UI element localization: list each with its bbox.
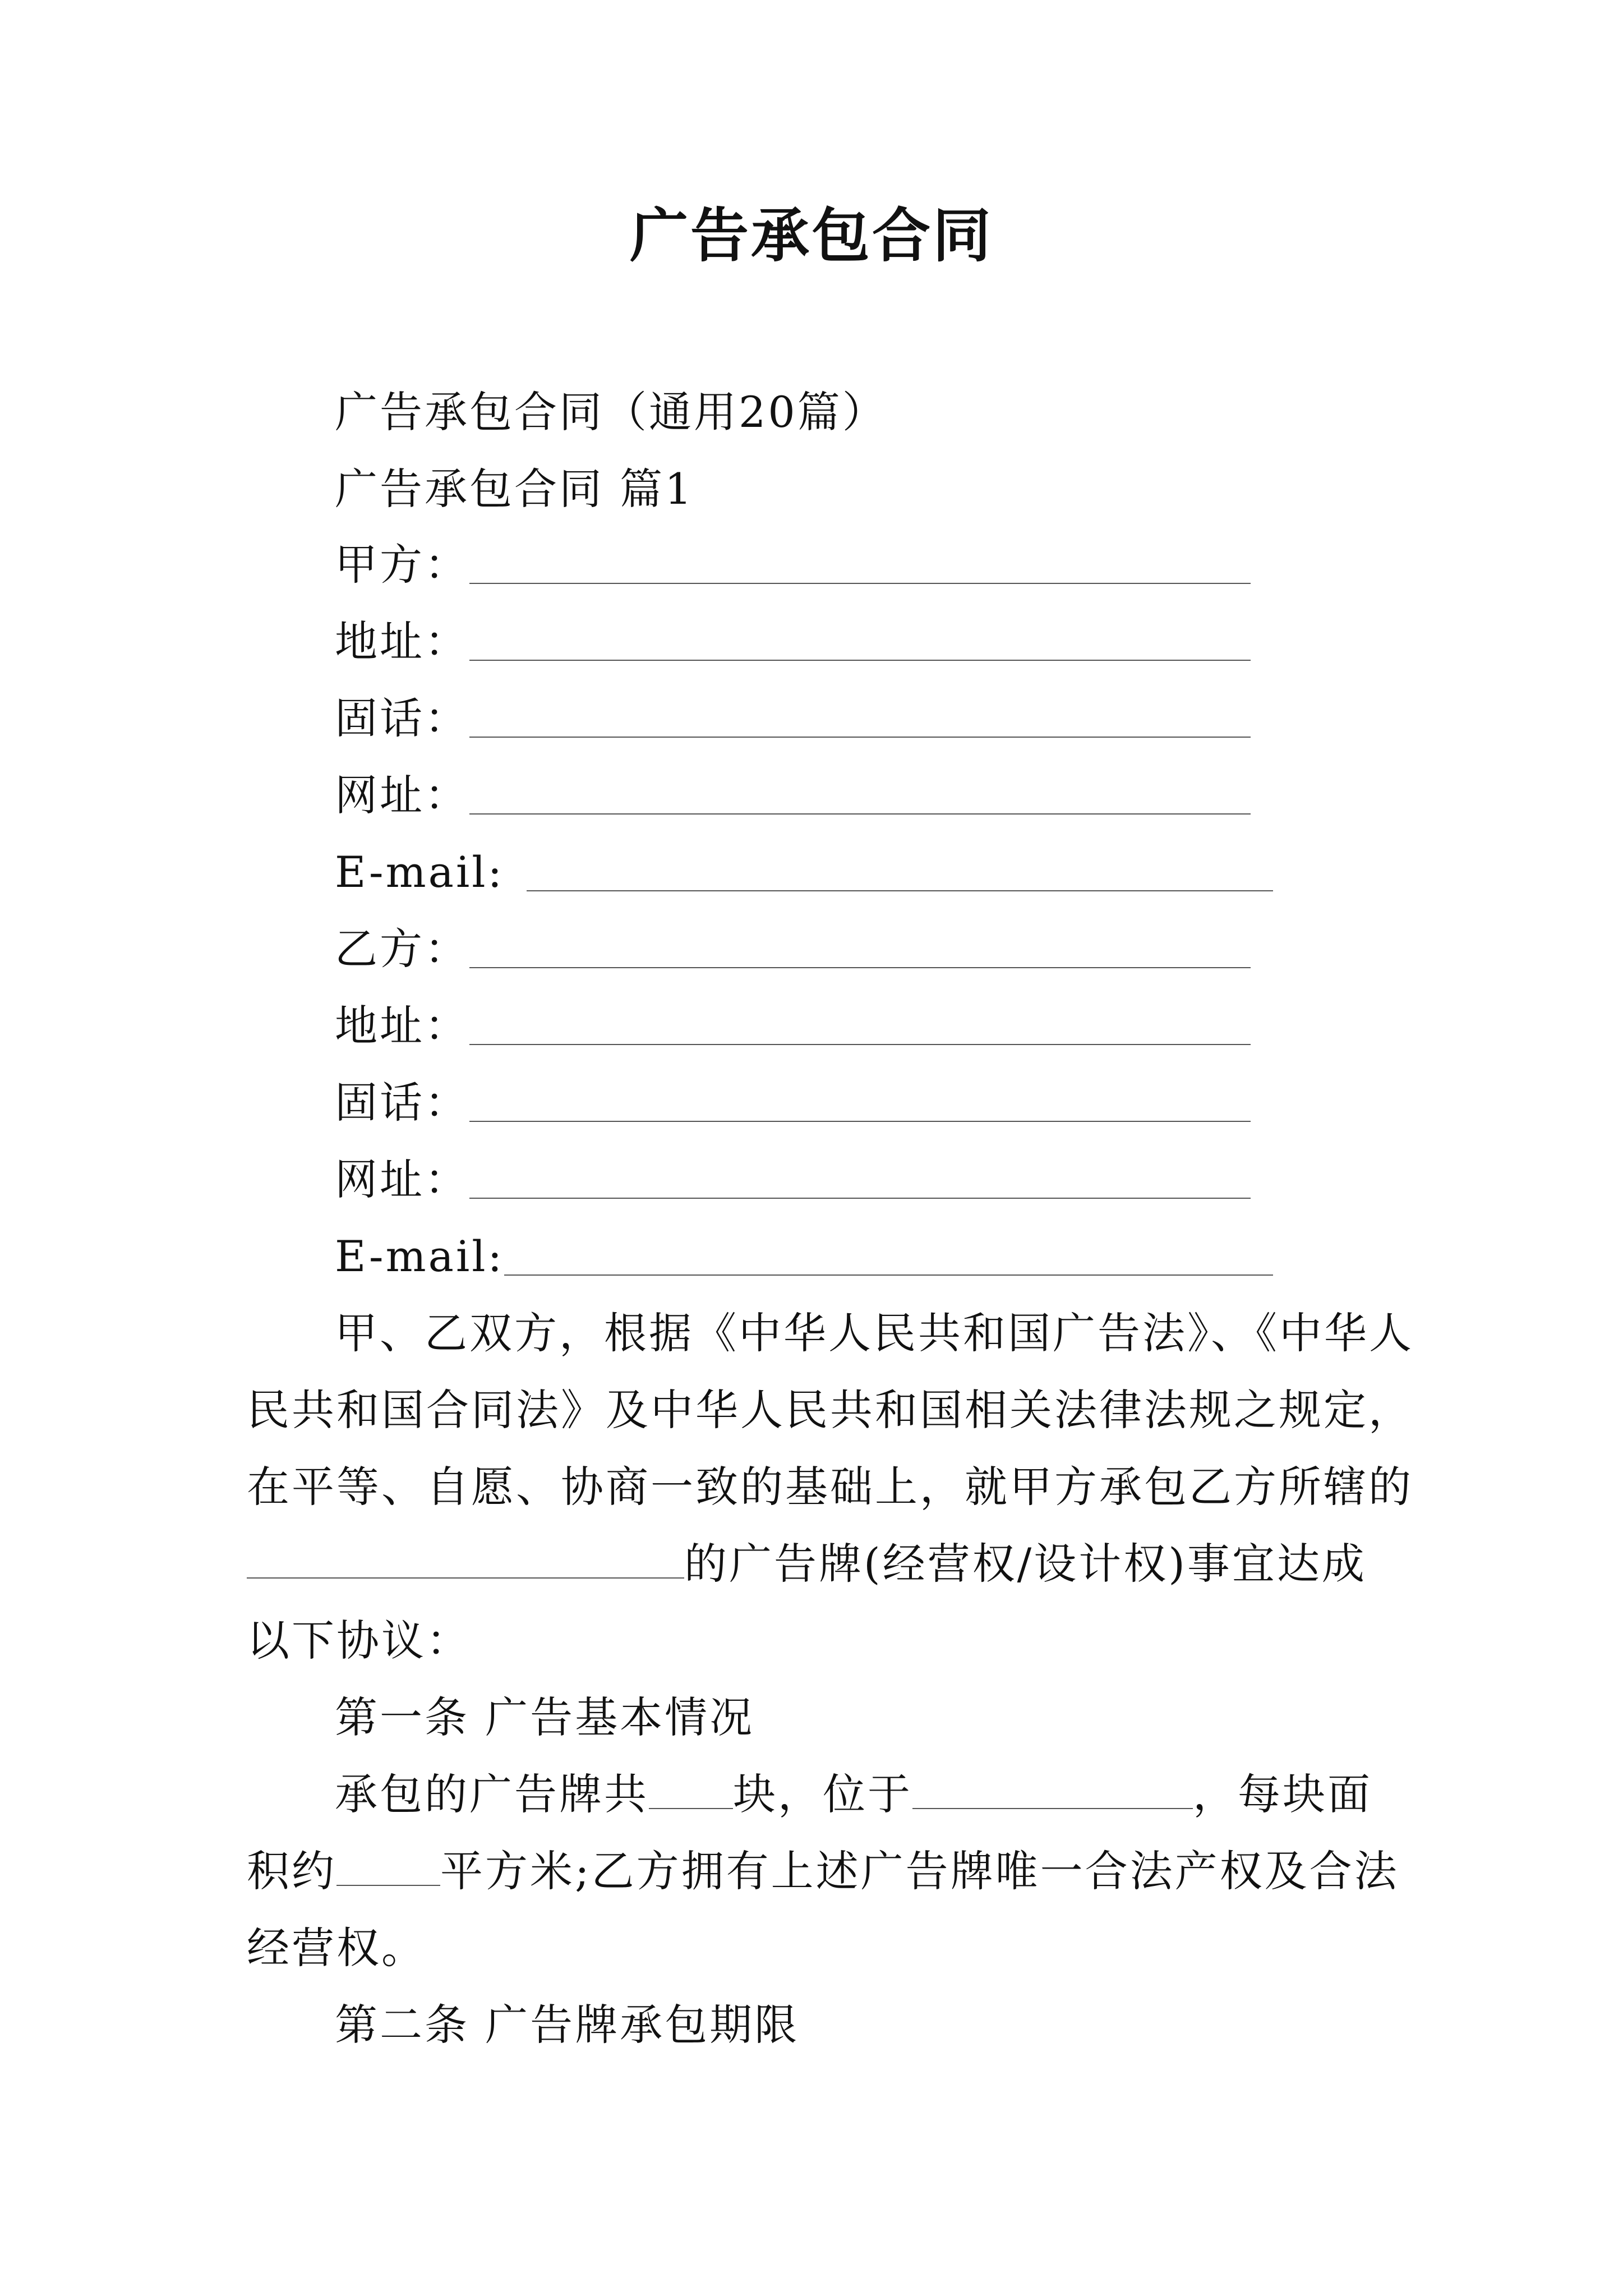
section-heading: 广告承包合同 篇1 — [335, 464, 694, 514]
article-1-text-d: 积约 — [247, 1846, 336, 1896]
party-a-name-label: 甲方： — [335, 540, 469, 590]
article-1-text-c: ，每块面 — [1193, 1769, 1372, 1819]
party-b-address-blank — [469, 1043, 1251, 1045]
intro-line-4 — [247, 1536, 1367, 1592]
party-b-website-label: 网址： — [335, 1154, 469, 1204]
party-a-website-field — [335, 767, 1251, 823]
location-blank — [912, 1774, 1193, 1809]
article-2-heading: 第二条 广告牌承包期限 — [335, 2000, 800, 2050]
party-a-email-blank — [527, 890, 1273, 891]
party-b-name-label: 乙方： — [335, 924, 469, 974]
party-a-email-label: E-mail: — [335, 847, 505, 897]
document-title: 广告承包合同 — [629, 201, 993, 270]
party-a-phone-label: 固话： — [335, 693, 469, 743]
article-1-text-e: 平方米;乙方拥有上述广告牌唯一合法产权及合法 — [440, 1846, 1399, 1896]
article-1-line-2 — [247, 1843, 1399, 1899]
article-1-line-1 — [335, 1766, 1372, 1823]
party-b-name-blank — [469, 967, 1251, 968]
party-a-address-blank — [469, 659, 1251, 661]
party-a-address-field — [335, 614, 1251, 670]
party-b-website-blank — [469, 1197, 1251, 1199]
party-a-phone-blank — [469, 736, 1251, 738]
party-a-name-blank — [469, 582, 1251, 584]
party-a-address-label: 地址： — [335, 616, 469, 666]
party-b-email-field — [335, 1228, 1273, 1285]
party-b-phone-blank — [469, 1120, 1251, 1122]
party-b-website-field — [335, 1152, 1251, 1208]
party-a-website-blank — [469, 813, 1251, 815]
document-subtitle: 广告承包合同（通用20篇） — [335, 387, 887, 437]
party-b-email-blank — [504, 1274, 1273, 1276]
party-b-address-field — [335, 998, 1251, 1054]
area-blank — [336, 1851, 440, 1886]
party-a-name-field — [335, 537, 1251, 593]
party-b-phone-label: 固话： — [335, 1078, 469, 1128]
intro-line-4-text: 的广告牌(经营权/设计权)事宜达成 — [684, 1539, 1367, 1589]
intro-line-5: 以下协议： — [247, 1616, 471, 1665]
party-b-phone-field — [335, 1075, 1251, 1131]
article-1-text-a: 承包的广告牌共 — [335, 1769, 649, 1819]
intro-line-1: 甲、乙双方，根据《中华人民共和国广告法》、《中华人 — [335, 1308, 1414, 1358]
article-1-line-3: 经营权。 — [247, 1923, 426, 1973]
party-b-address-label: 地址： — [335, 1001, 469, 1051]
party-a-website-label: 网址： — [335, 770, 469, 820]
party-b-name-field — [335, 921, 1251, 977]
intro-blank — [247, 1544, 684, 1579]
count-blank — [649, 1774, 733, 1809]
party-a-email-field — [335, 844, 1273, 900]
party-a-phone-field — [335, 691, 1251, 747]
party-b-email-label: E-mail: — [335, 1231, 505, 1281]
article-1-text-b: 块，位于 — [733, 1769, 912, 1819]
intro-line-2: 民共和国合同法》及中华人民共和国相关法律法规之规定， — [247, 1385, 1413, 1435]
article-1-heading: 第一条 广告基本情况 — [335, 1692, 755, 1742]
intro-line-3: 在平等、自愿、协商一致的基础上，就甲方承包乙方所辖的 — [247, 1462, 1413, 1512]
